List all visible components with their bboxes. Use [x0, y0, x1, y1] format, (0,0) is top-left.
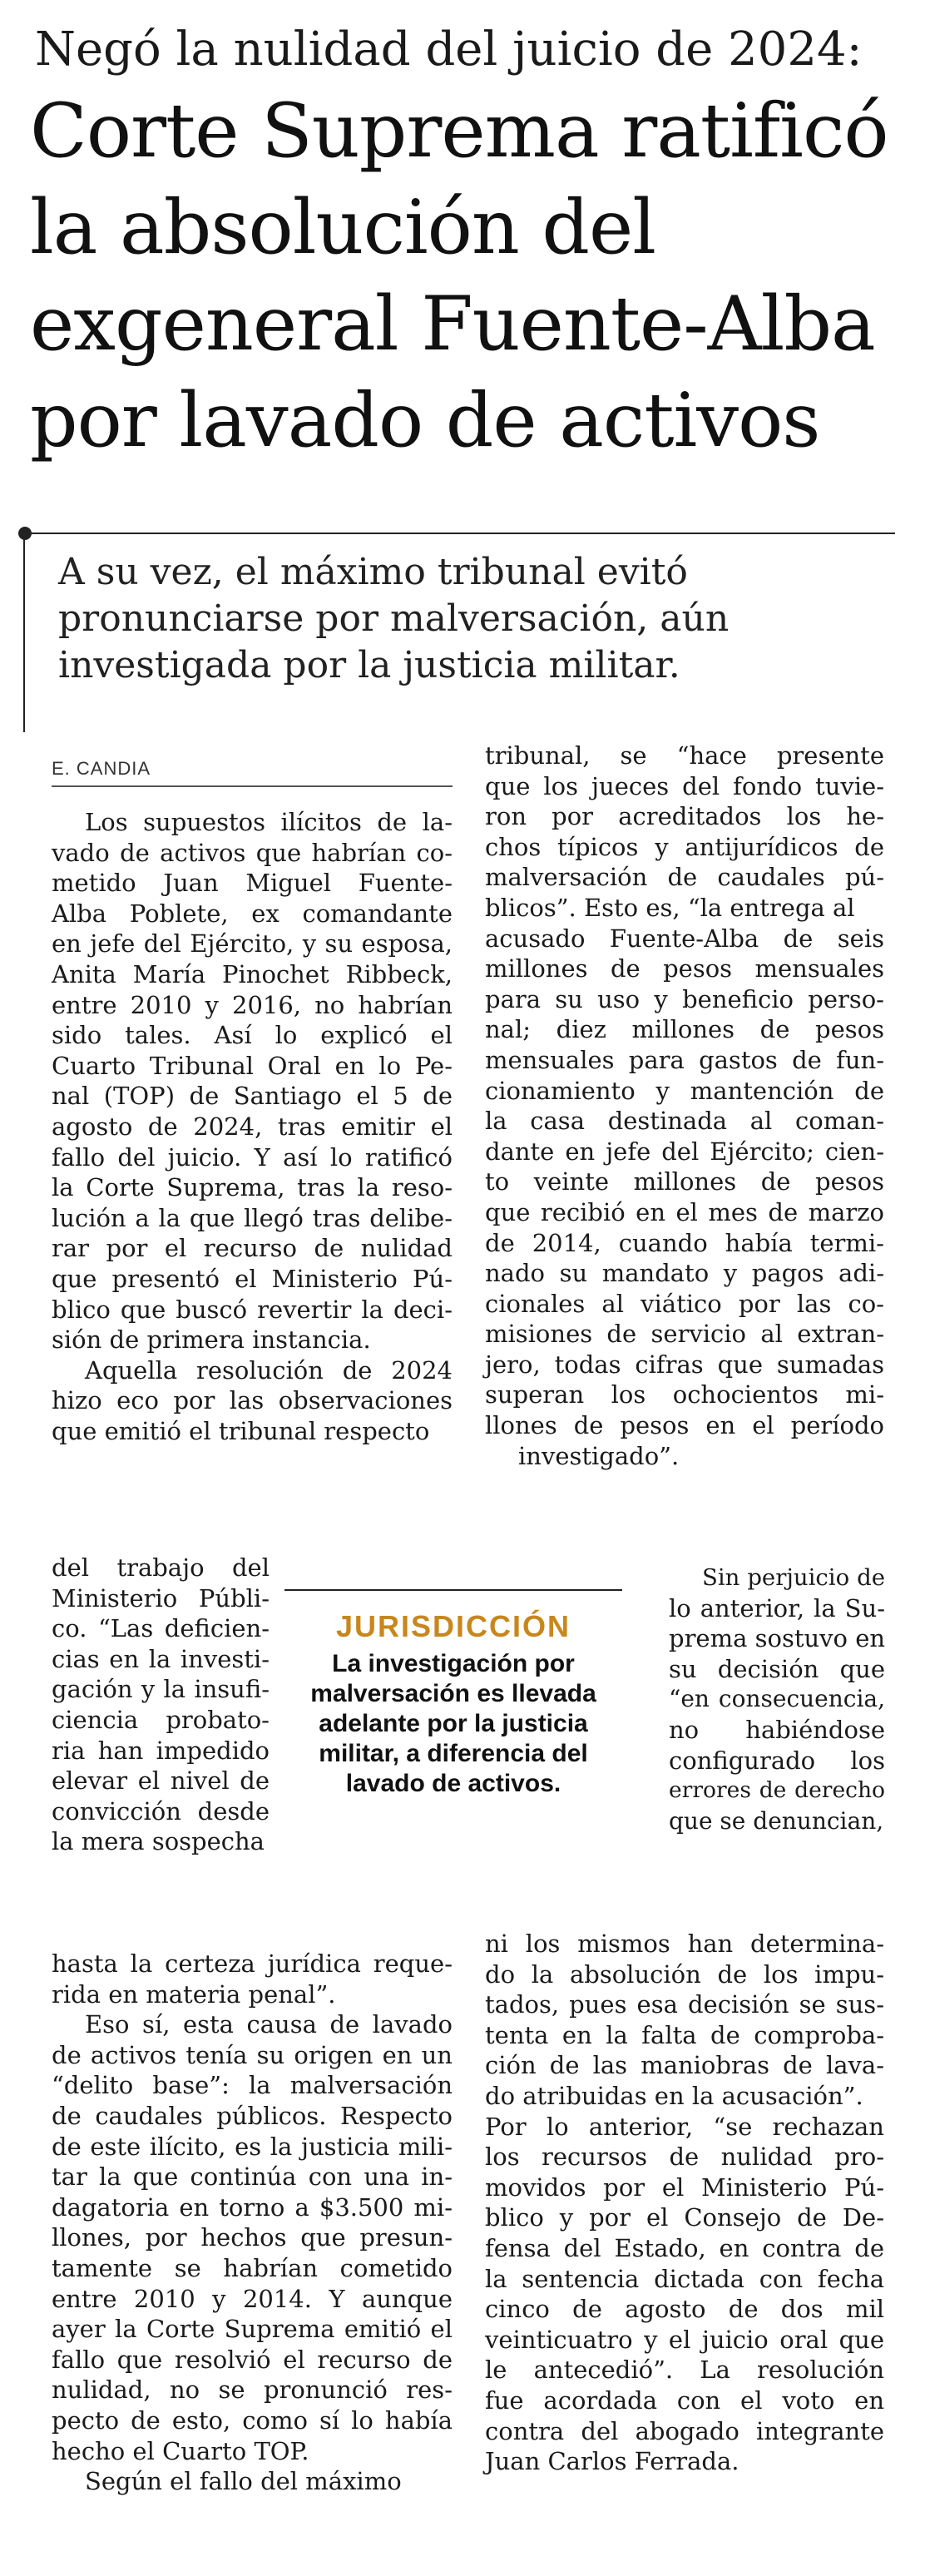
- body-text-line: Cuarto Tribunal Oral en lo Pe-: [52, 1051, 453, 1080]
- body-text-line: gación y la insufi-: [52, 1675, 270, 1704]
- body-text-line: lución a la que llegó tras delibe-: [52, 1203, 453, 1232]
- body-text-line: nado su mandato y pagos adi-: [485, 1259, 884, 1288]
- body-text-line: blico y por el Consejo de De-: [485, 2203, 884, 2232]
- body-text-line: su decisión que: [669, 1654, 885, 1683]
- body-text-line: ciencia probato-: [52, 1705, 270, 1734]
- body-text-line: Alba Poblete, ex comandante: [52, 899, 453, 928]
- headline-line: la absolución del: [30, 184, 656, 271]
- sidebar-line: malversación es llevada: [310, 1680, 596, 1707]
- body-text-line: cionales al viático por las co-: [485, 1289, 884, 1318]
- body-text-line: misiones de servicio al extran-: [485, 1320, 884, 1349]
- body-text-line: convicción desde: [52, 1796, 270, 1825]
- body-text-line: Sin perjuicio de: [702, 1564, 885, 1591]
- body-text-line: sión de primera instancia.: [52, 1325, 371, 1355]
- body-text-line: de este ilícito, es la justicia mili-: [52, 2132, 453, 2161]
- body-text-line: co. “Las deficien-: [52, 1614, 270, 1643]
- body-column-1-top: [52, 807, 453, 1446]
- deck-line: pronunciarse por malversación, aún: [58, 597, 730, 640]
- body-text-line: ción de las maniobras de lava-: [485, 2051, 884, 2080]
- body-text-line: Eso sí, esta causa de lavado: [85, 2010, 453, 2039]
- deck-bullet-dot: [18, 527, 32, 540]
- body-text-line: Juan Carlos Ferrada.: [485, 2447, 740, 2476]
- body-text-line: movidos por el Ministerio Pú-: [485, 2172, 884, 2202]
- body-text-line: en jefe del Ejército, y su esposa,: [52, 929, 453, 959]
- body-text-line: nal; diez millones de pesos: [485, 1015, 884, 1044]
- body-text-line: cias en la investi-: [52, 1644, 270, 1673]
- sidebar-line: militar, a diferencia del: [319, 1740, 588, 1767]
- body-text-line: blicos”. Esto es, “la entrega al: [485, 893, 855, 922]
- body-text-line: fensa del Estado, en contra de: [485, 2233, 884, 2262]
- body-column-1-bottom: [52, 1949, 453, 2497]
- deck-line: investigada por la justicia militar.: [58, 644, 680, 686]
- body-text-line: veinticuatro y el juicio oral que: [485, 2325, 884, 2354]
- body-text-line: prema sostuvo en: [669, 1624, 886, 1653]
- body-column-1-wrap: [52, 1553, 270, 1857]
- body-text-line: hasta la certeza jurídica reque-: [52, 1949, 453, 1978]
- body-text-line: ni los mismos han determina-: [485, 1930, 884, 1958]
- deck-divider: [30, 533, 895, 534]
- body-text-line: Por lo anterior, “se rechazan: [485, 2112, 884, 2141]
- body-text-line: de 2014, cuando había termi-: [485, 1228, 884, 1257]
- body-text-line: Aquella resolución de 2024: [85, 1355, 453, 1385]
- headline-line: exgeneral Fuente-Alba: [30, 280, 875, 368]
- body-text-line: chos típicos y antijurídicos de: [485, 832, 884, 861]
- body-text-line: entre 2010 y 2014. Y aunque: [52, 2284, 453, 2313]
- body-text-line: ayer la Corte Suprema emitió el: [52, 2315, 453, 2344]
- body-text-line: para su uso y beneficio perso-: [485, 984, 884, 1013]
- body-text-line: metido Juan Miguel Fuente-: [52, 869, 453, 898]
- body-text-line: de activos tenía su origen en un: [52, 2040, 453, 2069]
- body-text-line: rar por el recurso de nulidad: [52, 1234, 453, 1263]
- body-text-line: configurado los: [669, 1746, 885, 1775]
- byline: E. CANDIA: [52, 758, 151, 779]
- body-text-line: elevar el nivel de: [52, 1766, 270, 1796]
- body-text-line: que recibió en el mes de marzo: [485, 1197, 884, 1226]
- body-text-line: nal (TOP) de Santiago el 5 de: [52, 1082, 453, 1111]
- body-text-line: superan los ochocientos mi-: [485, 1380, 884, 1409]
- body-text-line: que presentó el Ministerio Pú-: [52, 1264, 453, 1293]
- body-text-line: la mera sospecha: [52, 1827, 265, 1856]
- body-text-line: la sentencia dictada con fecha: [485, 2264, 884, 2293]
- body-text-line: llones de pesos en el período: [485, 1411, 884, 1440]
- body-text-line: dagatoria en torno a $3.500 mi-: [52, 2192, 453, 2222]
- body-text-line: do la absolución de los impu-: [485, 1959, 884, 1989]
- body-text-line: tenta en la falta de comproba-: [485, 2020, 884, 2049]
- body-text-line: jero, todas cifras que sumadas: [485, 1350, 884, 1379]
- body-text-line: de caudales públicos. Respecto: [52, 2101, 453, 2130]
- body-text-line: la casa destinada al coman-: [485, 1107, 884, 1136]
- sidebar-line: adelante por la justicia: [319, 1710, 588, 1737]
- headline-line: Corte Suprema ratificó: [30, 87, 888, 175]
- body-text-line: fallo que resolvió el recurso de: [52, 2345, 453, 2374]
- body-text-line: mensuales para gastos de fun-: [485, 1045, 884, 1074]
- body-text-line: do atribuidas en la acusación”.: [485, 2081, 863, 2110]
- body-text-line: Los supuestos ilícitos de la-: [85, 808, 453, 836]
- sidebar-line: lavado de activos.: [345, 1770, 561, 1797]
- body-text-line: la Corte Suprema, tras la reso-: [52, 1173, 453, 1202]
- body-text-line: rida en materia penal”.: [52, 1979, 336, 2009]
- body-column-2-top: [485, 741, 884, 1471]
- body-text-line: malversación de caudales pú-: [485, 863, 884, 892]
- body-text-line: contra del abogado integrante: [485, 2416, 884, 2445]
- deck: [58, 549, 890, 689]
- body-text-line: cinco de agosto de dos mil: [485, 2295, 884, 2324]
- body-text-line: agosto de 2024, tras emitir el: [52, 1112, 453, 1141]
- body-text-line: los recursos de nulidad pro-: [485, 2143, 884, 2172]
- body-text-line: dante en jefe del Ejército; cien-: [485, 1137, 884, 1166]
- body-text-line: fue acordada con el voto en: [485, 2385, 884, 2415]
- body-text-line: investigado”.: [518, 1441, 680, 1470]
- body-text-line: vado de activos que habrían co-: [52, 838, 453, 867]
- body-text-line: ria han impedido: [52, 1736, 270, 1765]
- headline-line: por lavado de activos: [30, 377, 820, 464]
- body-text-line: tribunal, se “hace presente: [485, 741, 884, 770]
- sidebar-title: JURISDICCIÓN: [335, 1609, 571, 1643]
- body-text-line: tar la que continúa con una in-: [52, 2162, 453, 2192]
- body-text-line: Anita María Pinochet Ribbeck,: [52, 959, 453, 988]
- body-text-line: ron por acreditados los he-: [485, 802, 884, 831]
- body-text-line: tados, pues esa decisión se sus-: [485, 1990, 884, 2019]
- body-text-line: millones de pesos mensuales: [485, 954, 884, 983]
- byline-rule: [52, 785, 453, 787]
- body-text-line: hecho el Cuarto TOP.: [52, 2436, 309, 2465]
- body-column-2-bottom: [485, 1929, 884, 2477]
- kicker: Negó la nulidad del juicio de 2024:: [35, 22, 863, 77]
- body-text-line: lo anterior, la Su-: [669, 1593, 885, 1622]
- body-text-line: fallo del juicio. Y así lo ratificó: [52, 1142, 453, 1172]
- body-text-line: sido tales. Así lo explicó el: [52, 1021, 453, 1050]
- sidebar-box: [284, 1589, 622, 1799]
- body-text-line: Según el fallo del máximo: [85, 2467, 402, 2496]
- body-text-line: que los jueces del fondo tuvie-: [485, 771, 884, 800]
- sidebar-text: [284, 1649, 622, 1799]
- body-text-line: cionamiento y mantención de: [485, 1076, 884, 1105]
- body-text-line: “delito base”: la malversación: [52, 2071, 453, 2100]
- body-text-line: le antecedió”. La resolución: [485, 2356, 884, 2385]
- sidebar-line: La investigación por: [332, 1650, 575, 1677]
- body-text-line: tamente se habrían cometido: [52, 2253, 453, 2282]
- deck-vertical-rule: [23, 533, 25, 732]
- body-text-line: no habiéndose: [669, 1715, 885, 1744]
- deck-line: A su vez, el máximo tribunal evitó: [58, 551, 688, 593]
- body-text-line: “en consecuencia,: [669, 1685, 885, 1713]
- body-text-line: errores de derecho: [669, 1777, 885, 1804]
- body-text-line: Ministerio Públi-: [52, 1583, 270, 1612]
- body-text-line: hizo eco por las observaciones: [52, 1386, 453, 1415]
- body-text-line: acusado Fuente-Alba de seis: [485, 924, 884, 953]
- body-text-line: entre 2010 y 2016, no habrían: [52, 990, 453, 1019]
- body-text-line: blico que buscó revertir la deci-: [52, 1295, 453, 1324]
- body-text-line: llones, por hechos que presun-: [52, 2223, 453, 2252]
- body-text-line: del trabajo del: [52, 1553, 270, 1582]
- body-text-line: to veinte millones de pesos: [485, 1167, 884, 1196]
- body-text-line: que se denuncian,: [669, 1806, 884, 1835]
- body-column-2-wrap: [669, 1563, 885, 1836]
- body-text-line: nulidad, no se pronunció res-: [52, 2375, 453, 2405]
- body-text-line: pecto de esto, como sí lo había: [52, 2405, 453, 2435]
- body-text-line: que emitió el tribunal respecto: [52, 1416, 430, 1445]
- headline: [30, 83, 912, 469]
